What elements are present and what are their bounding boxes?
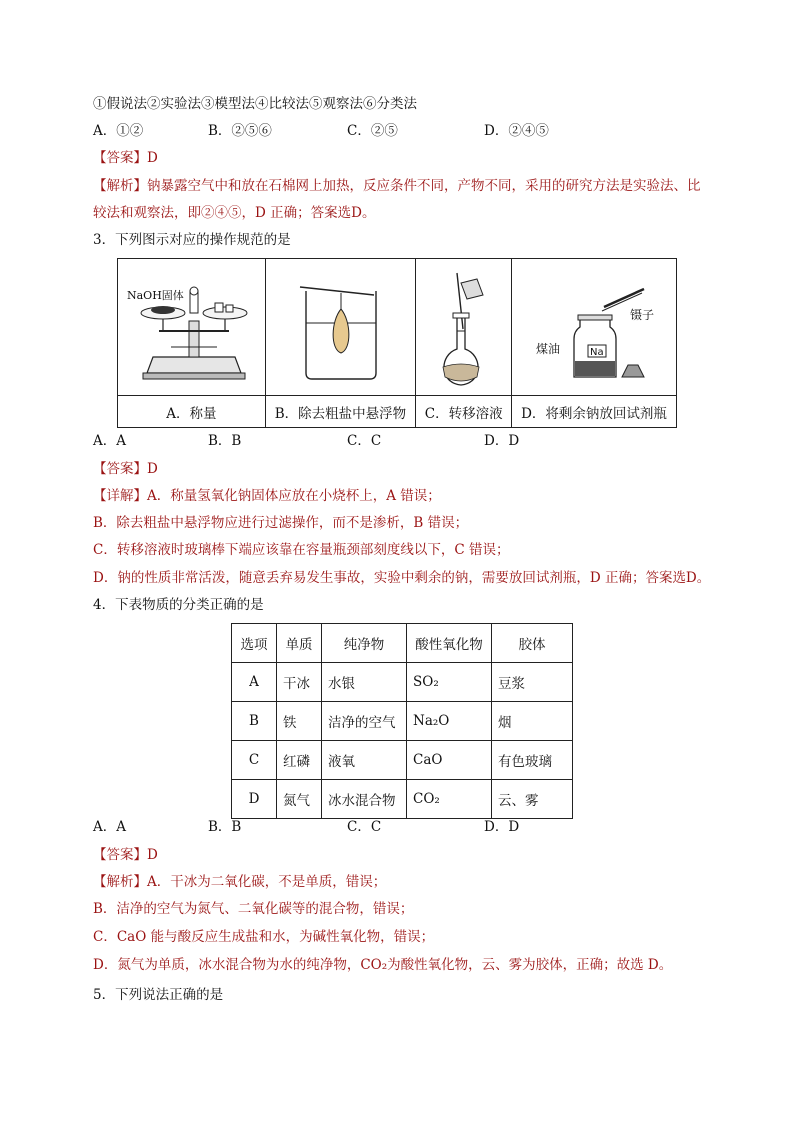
table-cell: 洁净的空气 [322,702,407,741]
q4-options [93,817,693,837]
caption-c: C．转移溶液 [416,396,512,428]
q2-analysis-line2: 较法和观察法，即②④⑤，D 正确；答案选D。 [93,205,376,221]
q2-analysis-line1 [93,176,701,196]
q3-detail-3: C．转移溶液时玻璃棒下端应该靠在容量瓶颈部刻度线以下，C 错误； [93,542,510,558]
table-row [232,741,573,780]
q4-analysis-tag: 【解析】 [93,874,147,890]
sodium-bottle-illustration [512,261,676,393]
q2-option-a[interactable]: A．①② [93,123,144,139]
figure-d-cell [512,259,677,396]
table-cell: 水银 [322,663,407,702]
table-cell: 冰水混合物 [322,780,407,819]
q3-answer: 【答案】D [93,461,158,477]
table-cell: 云、雾 [492,780,573,819]
q3-detail-2: B．除去粗盐中悬浮物应进行过滤操作，而不是渗析，B 错误； [93,515,469,531]
q4-analysis-1 [93,872,386,892]
table-row [232,702,573,741]
table-cell: 干冰 [277,663,322,702]
q3-detail-4: D．钠的性质非常活泼，随意丢弃易发生事故，实验中剩余的钠，需要放回试剂瓶，D 正确；答案选D。 [93,570,711,586]
table-cell: 液氧 [322,741,407,780]
na-label: Na [590,347,604,358]
q3-option-d[interactable]: D．D [484,433,520,449]
table-cell: C [232,741,277,780]
caption-a: A．称量 [118,396,266,428]
header-colloid: 胶体 [492,624,573,663]
q4-option-d[interactable]: D．D [484,819,520,835]
figure-a-cell [118,259,266,396]
table-cell: 豆浆 [492,663,573,702]
q4-option-a[interactable]: A．A [93,819,126,835]
balance-illustration [119,261,264,393]
q4-option-b[interactable]: B．B [208,819,242,835]
q4-stem: 4．下表物质的分类正确的是 [93,597,264,613]
volumetric-flask-illustration [417,261,510,393]
table-cell: B [232,702,277,741]
table-row [232,780,573,819]
q2-option-c[interactable]: C．②⑤ [347,123,398,139]
caption-b: B．除去粗盐中悬浮物 [265,396,416,428]
table-cell: CaO [407,741,492,780]
q4-analysis-2: B．洁净的空气为氮气、二氧化碳等的混合物，错误； [93,901,414,917]
table-cell: SO₂ [407,663,492,702]
tweezers-label: 镊子 [630,308,655,322]
naoh-label: NaOH固体 [126,289,184,302]
q3-detail-tag: 【详解】 [93,488,147,504]
q5-stem: 5．下列说法正确的是 [93,987,224,1003]
q3-stem: 3．下列图示对应的操作规范的是 [93,232,291,248]
table-row [232,663,573,702]
header-element: 单质 [277,624,322,663]
q4-analysis-4: D．氮气为单质，冰水混合物为水的纯净物，CO₂为酸性氧化物，云、雾为胶体，正确；故选 D。 [93,957,673,973]
q2-options [93,121,693,141]
kerosene-label: 煤油 [536,342,561,356]
q2-analysis-tag: 【解析】 [93,178,147,194]
q2-analysis-text: 钠暴露空气中和放在石棉网上加热，反应条件不同，产物不同，采用的研究方法是实验法、比 [147,178,701,194]
figure-b-cell [265,259,416,396]
q4-classification-table [231,623,573,819]
table-cell: Na₂O [407,702,492,741]
q4-option-c[interactable]: C．C [347,819,382,835]
table-cell: 红磷 [277,741,322,780]
table-cell: 铁 [277,702,322,741]
q3-figure-table [117,258,677,428]
q4-analysis-3: C．CaO 能与酸反应生成盐和水，为碱性氧化物，错误； [93,929,435,945]
q2-option-b[interactable]: B．②⑤⑥ [208,123,272,139]
q3-option-a[interactable]: A．A [93,433,126,449]
header-option: 选项 [232,624,277,663]
table-cell: 有色玻璃 [492,741,573,780]
q3-detail-1 [93,486,441,506]
figure-c-cell [416,259,512,396]
table-cell: 烟 [492,702,573,741]
q3-option-b[interactable]: B．B [208,433,242,449]
beaker-illustration [266,261,414,393]
q3-detail-1-text: A．称量氢氧化钠固体应放在小烧杯上，A 错误； [147,488,441,504]
q4-answer: 【答案】D [93,847,158,863]
q2-answer: 【答案】D [93,150,158,166]
table-cell: A [232,663,277,702]
q2-option-d[interactable]: D．②④⑤ [484,123,549,139]
table-cell: CO₂ [407,780,492,819]
q2-methods: ①假说法②实验法③模型法④比较法⑤观察法⑥分类法 [93,96,417,112]
q3-option-c[interactable]: C．C [347,433,382,449]
q3-options [93,431,693,451]
header-acidic-oxide: 酸性氧化物 [407,624,492,663]
caption-d: D．将剩余钠放回试剂瓶 [512,396,677,428]
header-pure: 纯净物 [322,624,407,663]
table-header-row [232,624,573,663]
table-cell: D [232,780,277,819]
q4-analysis-1-text: A．干冰为二氧化碳，不是单质，错误； [147,874,387,890]
table-cell: 氮气 [277,780,322,819]
